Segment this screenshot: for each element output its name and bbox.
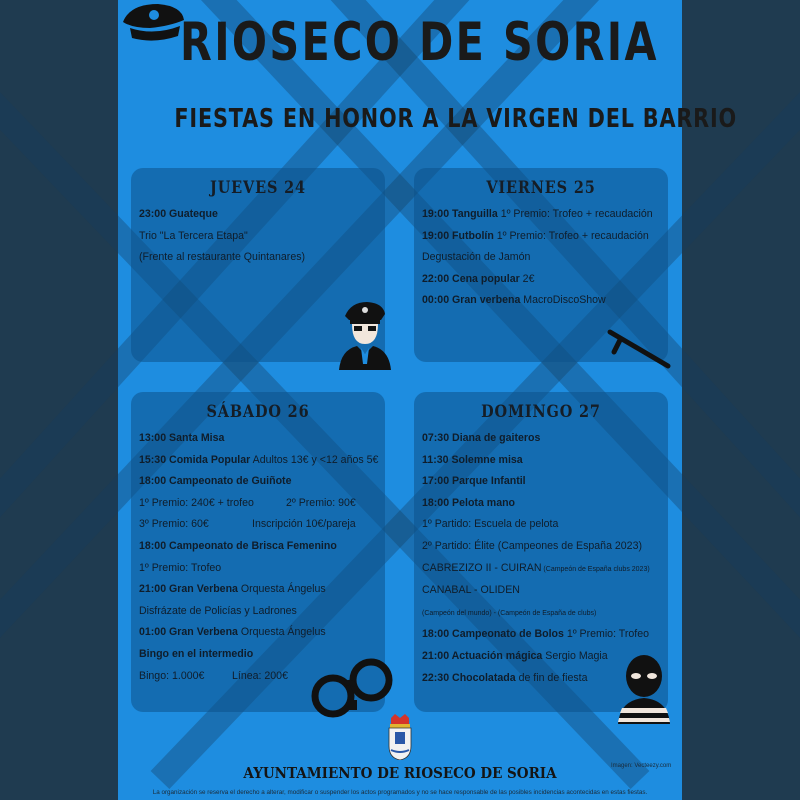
event-row: 2º Partido: Élite (Campeones de España 2023) (422, 539, 642, 552)
event-row: 19:00 Futbolín 1º Premio: Trofeo + recaudación (422, 229, 649, 242)
event-row: 11:30 Solemne misa (422, 453, 523, 466)
handcuffs-icon (307, 650, 397, 724)
event-row: CANABAL - OLIDEN (422, 584, 520, 597)
event-row: 18:00 Campeonato de Bolos 1º Premio: Trofeo (422, 628, 649, 641)
event-row: 15:30 Comida Popular Adultos 13€ y <12 años 5€ (139, 453, 379, 466)
event-row: 18:00 Campeonato de Guiñote (139, 475, 292, 488)
event-row: 21:00 Actuación mágica Sergio Magia (422, 649, 608, 662)
event-row: 1º Partido: Escuela de pelota (422, 518, 559, 531)
jueves-rows (139, 204, 379, 269)
day-heading: JUEVES 24 (210, 178, 306, 198)
robber-mask-icon (614, 654, 674, 724)
event-row: 22:00 Cena popular 2€ (422, 272, 535, 285)
event-row: 19:00 Tanguilla 1º Premio: Trofeo + recaudación (422, 208, 653, 220)
event-row: 18:00 Campeonato de Brisca Femenino (139, 539, 337, 552)
panel-sabado (131, 392, 385, 712)
event-row: (Campeón del mundo) - (Campeón de España de clubs) (422, 609, 597, 617)
panel-domingo (414, 392, 668, 712)
event-row: (Frente al restaurante Quintanares) (139, 251, 306, 264)
event-row: CABREZIZO II - CUIRAN (Campeón de España clubs 2023) (422, 561, 650, 574)
event-row: 22:30 Chocolatada de fin de fiesta (422, 671, 588, 684)
page-title: RIOSECO DE SORIA (180, 12, 659, 73)
day-heading: DOMINGO 27 (481, 402, 601, 422)
police-hat-icon (120, 2, 186, 48)
event-row: Bingo en el intermedio (139, 647, 254, 660)
panel-viernes (414, 168, 668, 362)
domingo-rows (422, 428, 662, 689)
event-row: 23:00 Guateque (139, 208, 218, 220)
sabado-rows (139, 428, 379, 687)
event-row: 01:00 Gran Verbena Orquesta Ángelus (139, 626, 326, 639)
event-row: 18:00 Pelota mano (422, 496, 516, 509)
page-subtitle: FIESTAS EN HONOR A LA VIRGEN DEL BARRIO (174, 104, 738, 134)
event-row: 1º Premio: Trofeo (139, 561, 222, 574)
event-row: 3º Premio: 60€ Inscripción 10€/pareja (139, 518, 356, 531)
image-credit: Imagen: Vecteezy.com (611, 763, 672, 769)
event-row: Bingo: 1.000€ Línea: 200€ (139, 669, 288, 682)
coat-of-arms-icon (385, 714, 415, 760)
police-officer-icon (337, 302, 393, 372)
baton-icon (606, 326, 672, 372)
event-row: Trio "La Tercera Etapa" (139, 229, 248, 242)
event-row: 17:00 Parque Infantil (422, 475, 526, 488)
event-row: Disfrázate de Policías y Ladrones (139, 604, 297, 617)
event-row: 13:00 Santa Misa (139, 432, 225, 444)
event-row: Degustación de Jamón (422, 251, 531, 264)
event-row: 21:00 Gran Verbena Orquesta Ángelus (139, 583, 326, 596)
day-heading: SÁBADO 26 (206, 402, 310, 422)
disclaimer: La organización se reserva el derecho a alterar, modificar o suspender los actos programados y no se hace responsable de las posibles incidencias acontecidas en estas fiestas. (152, 789, 648, 796)
event-row: 07:30 Diana de gaiteros (422, 432, 541, 444)
viernes-rows (422, 204, 662, 312)
day-heading: VIERNES 25 (486, 178, 596, 198)
event-row: 1º Premio: 240€ + trofeo 2º Premio: 90€ (139, 496, 356, 509)
event-row: 00:00 Gran verbena MacroDiscoShow (422, 294, 606, 307)
organizer-name: AYUNTAMIENTO DE RIOSECO DE SORIA (243, 764, 557, 782)
panel-jueves (131, 168, 385, 362)
